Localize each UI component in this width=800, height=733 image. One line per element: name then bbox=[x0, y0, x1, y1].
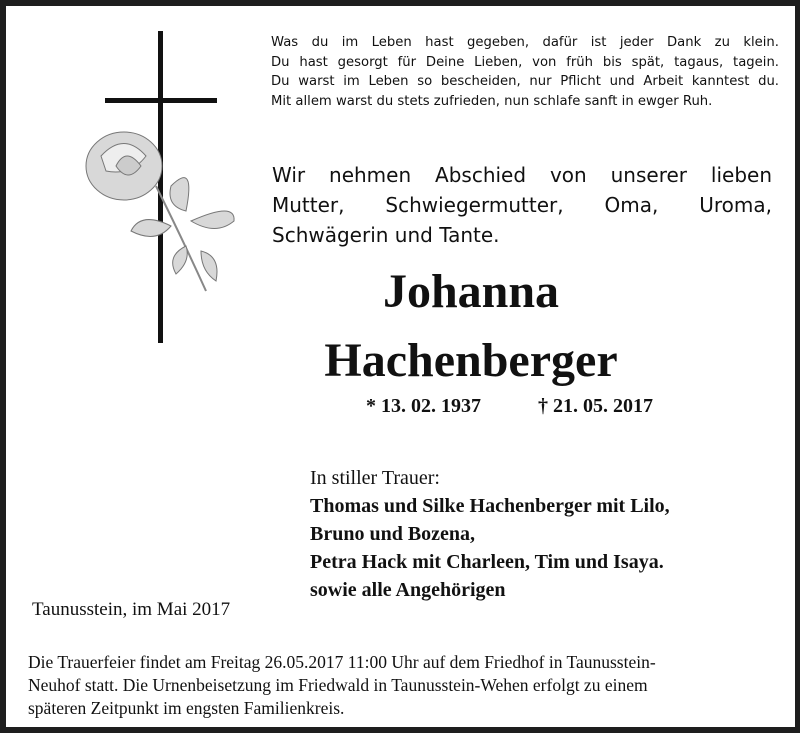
mourner-line: Petra Hack mit Charleen, Tim und Isaya. bbox=[310, 551, 664, 573]
deceased-last-name: Hachenberger bbox=[324, 334, 618, 387]
mourner-line: Bruno und Bozena, bbox=[310, 523, 476, 545]
life-dates bbox=[366, 395, 705, 418]
mourner-line: sowie alle Angehörigen bbox=[310, 579, 506, 601]
poem bbox=[271, 33, 779, 111]
cross-with-rose-icon bbox=[6, 6, 266, 366]
mourners-heading: In stiller Trauer: bbox=[310, 467, 440, 489]
mourner-line: Thomas und Silke Hachenberger mit Lilo, bbox=[310, 495, 670, 517]
intro-line: Wir nehmen Abschied von unserer lieben bbox=[272, 163, 772, 187]
intro-line: Schwägerin und Tante. bbox=[272, 223, 500, 247]
death-date: † 21. 05. 2017 bbox=[538, 395, 653, 417]
funeral-line: Die Trauerfeier findet am Freitag 26.05.2017 11:00 Uhr auf dem Friedhof in Taunusstein- bbox=[28, 652, 656, 672]
birth-date: * 13. 02. 1937 bbox=[366, 395, 481, 417]
poem-line: Du warst im Leben so bescheiden, nur Pflicht und Arbeit kanntest du. bbox=[271, 74, 779, 89]
poem-line: Mit allem warst du stets zufrieden, nun schlafe sanft in ewger Ruh. bbox=[271, 93, 713, 109]
mourners bbox=[310, 464, 670, 604]
poem-line: Was du im Leben hast gegeben, dafür ist jeder Dank zu klein. bbox=[271, 35, 779, 50]
intro-line: Mutter, Schwiegermutter, Oma, Uroma, bbox=[272, 193, 772, 217]
place-and-date: Taunusstein, im Mai 2017 bbox=[32, 599, 231, 620]
obituary-notice bbox=[6, 6, 795, 727]
funeral-line: späteren Zeitpunkt im engsten Familienkreis. bbox=[28, 698, 345, 718]
farewell-intro bbox=[272, 160, 772, 250]
deceased-first-name: Johanna bbox=[382, 265, 560, 318]
poem-line: Du hast gesorgt für Deine Lieben, von früh bis spät, tagaus, tagein. bbox=[271, 54, 779, 70]
funeral-info bbox=[28, 651, 748, 720]
funeral-line: Neuhof statt. Die Urnenbeisetzung im Friedwald in Taunusstein-Wehen erfolgt zu einem bbox=[28, 675, 648, 695]
